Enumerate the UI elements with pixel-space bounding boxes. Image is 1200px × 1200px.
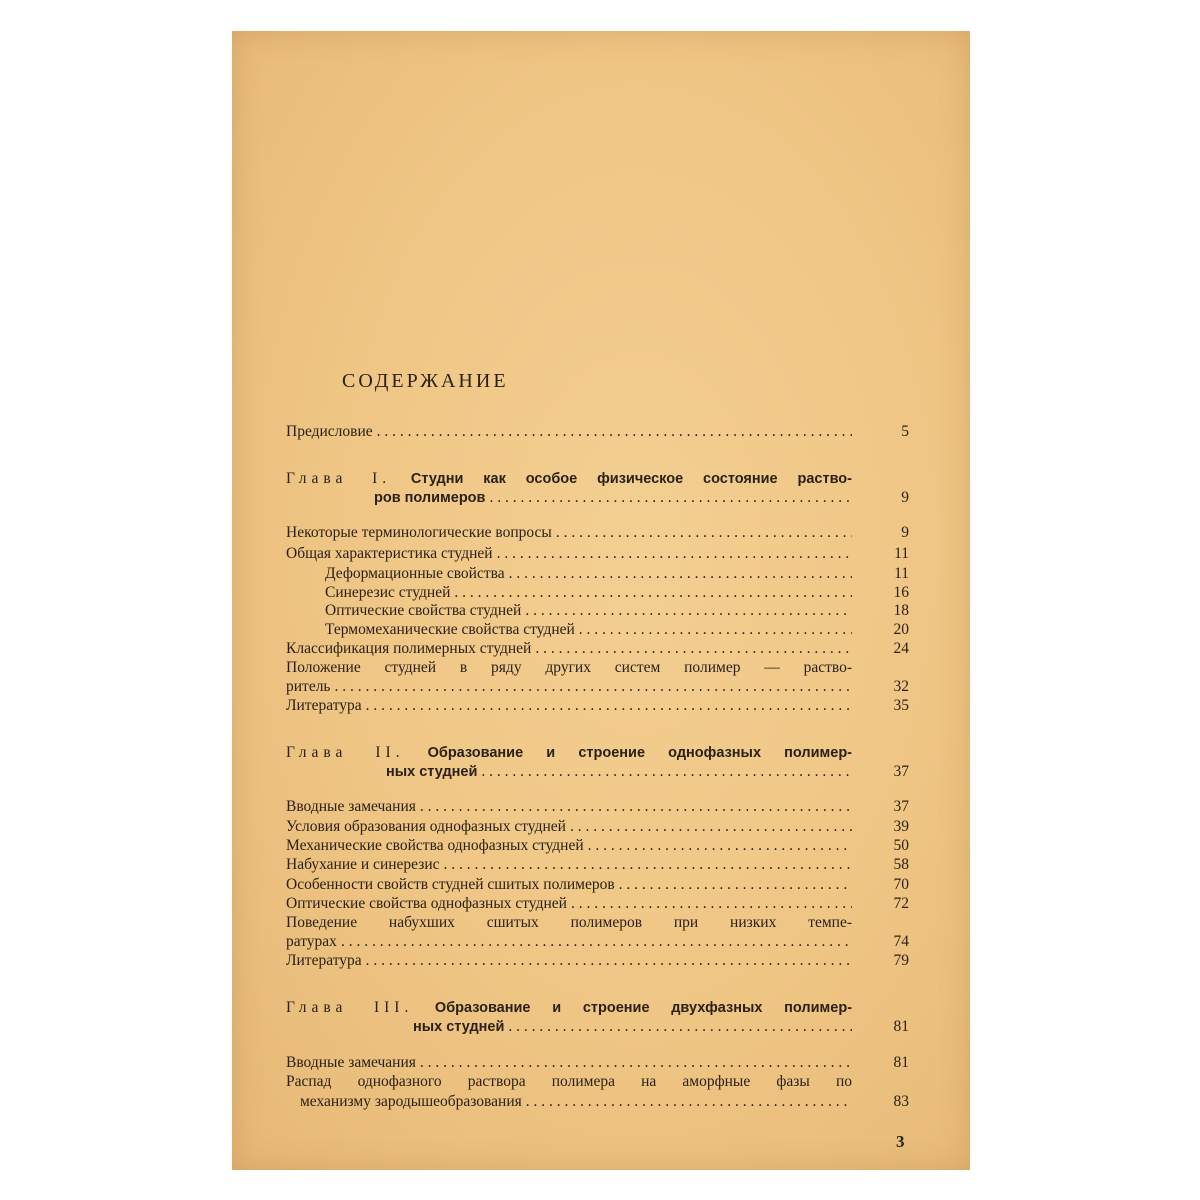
toc-entry [286,1054,909,1072]
entry-label: Механические свойства однофазных студней [286,837,584,854]
chapter1-page: 9 [901,489,909,506]
entry-label: Вводные замечания [286,798,416,815]
toc-entry [286,856,909,874]
entry-page: 9 [901,524,909,541]
dot-leader [579,621,852,639]
chapter1-prefix: Глава I. [286,470,392,487]
toc-entry-preface [286,423,909,441]
toc-entry [286,545,909,563]
dot-leader [481,763,852,781]
entry-page: 24 [893,640,909,657]
toc-entry-line [286,1073,852,1091]
toc-entry-line [286,914,852,932]
entry-label: Поведение набухших сшитых полимеров при низких темпе- [286,914,852,931]
dot-leader [556,524,852,542]
entry-page: 18 [893,602,909,619]
entry-label: Предисловие [286,423,373,440]
entry-label: Вводные замечания [286,1054,416,1071]
chapter2-title-line1: Образование и строение однофазных полимер- [427,745,853,761]
entry-page: 58 [893,856,909,873]
chapter3-page: 81 [893,1018,909,1035]
entry-page: 11 [894,565,909,582]
toc-subentry [325,565,909,583]
entry-label: Оптические свойства однофазных студней [286,895,567,912]
entry-label: Особенности свойств студней сшитых полимеров [286,876,615,893]
entry-label: Термомеханические свойства студней [325,621,575,638]
entry-label: ратурах [286,933,337,950]
chapter2-title-line2: ных студней [386,764,478,780]
entry-label: Оптические свойства студней [325,602,522,619]
toc-entry [286,798,909,816]
chapter2-heading-line2 [386,763,909,781]
entry-page: 79 [893,952,909,969]
toc-entry [286,524,909,542]
dot-leader [508,1018,852,1036]
entry-page: 35 [893,697,909,714]
entry-page: 70 [893,876,909,893]
dot-leader [366,952,852,970]
dot-leader [489,489,852,507]
entry-page: 83 [893,1093,909,1110]
chapter3-prefix: Глава III. [286,999,414,1016]
dot-leader [525,602,852,620]
toc-entry [286,697,909,715]
entry-page: 32 [893,678,909,695]
chapter2-page: 37 [893,763,909,780]
dot-leader [454,584,852,602]
toc-entry [286,895,909,913]
dot-leader [535,640,852,658]
entry-page: 81 [893,1054,909,1071]
dot-leader [335,678,852,696]
chapter3-title-line1: Образование и строение двухфазных полимер- [434,1000,853,1016]
chapter3-title-line2: ных студней [413,1019,505,1035]
toc-entry-line [286,659,852,677]
entry-page: 74 [893,933,909,950]
toc-entry-continued [286,678,909,696]
entry-label: Распад однофазного раствора полимера на аморфные фазы по [286,1073,852,1090]
chapter3-heading-line1 [286,999,852,1017]
dot-leader [366,697,852,715]
entry-label: ритель [286,678,331,695]
entry-label: механизму зародышеобразования [300,1093,522,1110]
dot-leader [420,798,852,816]
dot-leader [420,1054,852,1072]
chapter1-title-line2: ров полимеров [374,490,486,506]
entry-label: Синерезис студней [325,584,451,601]
dot-leader [377,423,852,441]
dot-leader [509,565,852,583]
entry-page: 50 [893,837,909,854]
toc-entry [286,818,909,836]
chapter3-heading-line2 [413,1018,909,1036]
entry-label: Классификация полимерных студней [286,640,532,657]
toc-subentry [325,621,909,639]
entry-page: 16 [893,584,909,601]
toc-entry [286,640,909,658]
entry-page: 20 [893,621,909,638]
dot-leader [444,856,852,874]
dot-leader [619,876,852,894]
toc-title: СОДЕРЖАНИЕ [342,370,509,392]
entry-label: Общая характеристика студней [286,545,493,562]
entry-label: Условия образования однофазных студней [286,818,566,835]
chapter1-heading-line1 [286,470,852,488]
dot-leader [497,545,852,563]
dot-leader [526,1093,852,1111]
toc-entry [286,837,909,855]
dot-leader [570,818,852,836]
entry-page: 5 [901,423,909,440]
dot-leader [341,933,852,951]
entry-label: Положение студней в ряду других систем полимер — раство- [286,659,852,676]
toc-entry-continued [286,933,909,951]
chapter1-title-line1: Студни как особое физическое состояние раство- [410,471,852,487]
chapter2-prefix: Глава II. [286,744,405,761]
entry-label: Набухание и синерезис [286,856,440,873]
chapter1-heading-line2 [374,489,909,507]
toc-subentry [325,602,909,620]
entry-label: Деформационные свойства [325,565,505,582]
page-number: 3 [896,1132,905,1151]
dot-leader [571,895,852,913]
toc-entry-continued [300,1093,909,1111]
toc-entry [286,952,909,970]
entry-page: 11 [894,545,909,562]
entry-label: Литература [286,952,362,969]
entry-page: 72 [893,895,909,912]
entry-label: Литература [286,697,362,714]
entry-page: 39 [893,818,909,835]
entry-label: Некоторые терминологические вопросы [286,524,552,541]
chapter2-heading-line1 [286,744,852,762]
entry-page: 37 [893,798,909,815]
toc-subentry [325,584,909,602]
toc-entry [286,876,909,894]
dot-leader [588,837,852,855]
